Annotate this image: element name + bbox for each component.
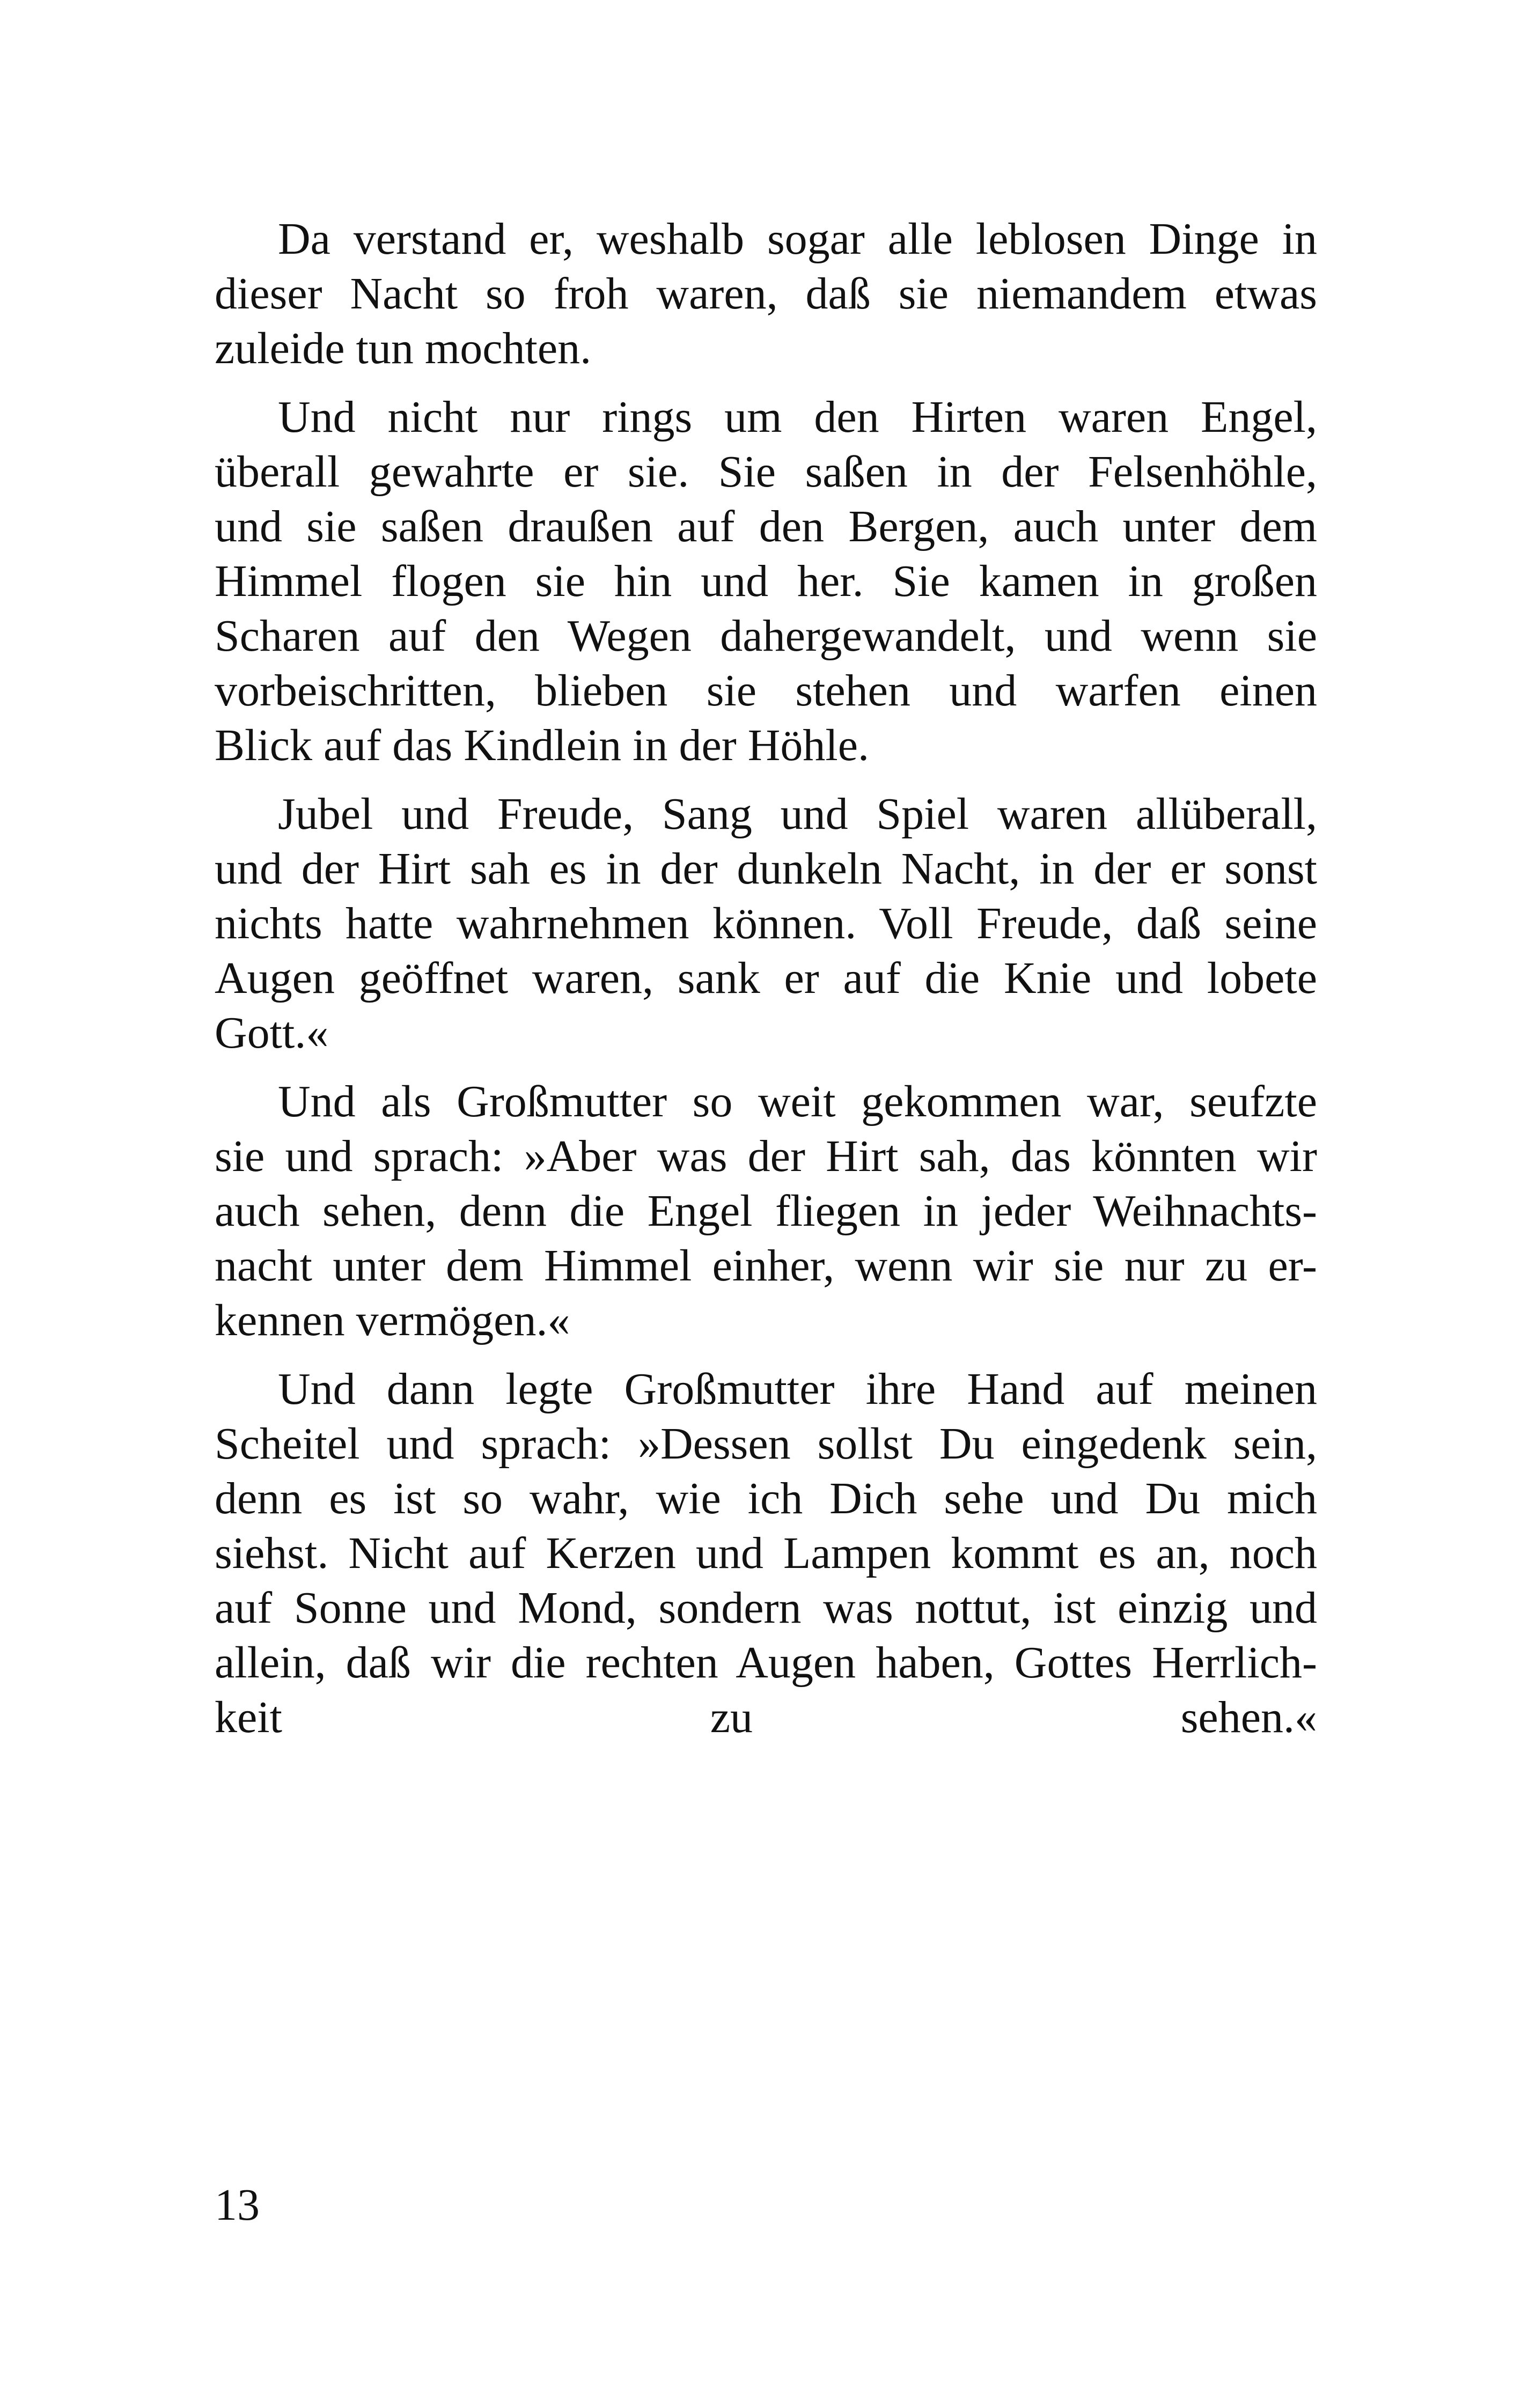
text-line: Himmel flogen sie hin und her. Sie kamen in großen — [215, 556, 1317, 606]
text-line: nichts hatte wahrnehmen können. Voll Freude, daß seine — [215, 899, 1317, 948]
text-line: und sie saßen draußen auf den Bergen, auch unter dem — [215, 502, 1317, 551]
text-line: allein, daß wir die rechten Augen haben, Gottes Herrlich- — [215, 1638, 1317, 1688]
text-line: siehst. Nicht auf Kerzen und Lampen kommt es an, noch — [215, 1528, 1317, 1578]
text-line: Scharen auf den Wegen dahergewandelt, und wenn sie — [215, 611, 1317, 661]
text-line: kennen vermögen.« — [215, 1295, 570, 1345]
text-line: keit zu sehen.« — [215, 1692, 1317, 1742]
paragraph-1 — [215, 212, 1317, 376]
text-line: Augen geöffnet waren, sank er auf die Knie und lobete — [215, 953, 1317, 1003]
text-line: Jubel und Freude, Sang und Spiel waren allüberall, — [278, 789, 1317, 839]
text-line: nacht unter dem Himmel einher, wenn wir sie nur zu er- — [215, 1241, 1317, 1291]
text-line: Scheitel und sprach: »Dessen sollst Du eingedenk sein, — [215, 1419, 1317, 1469]
text-line: Blick auf das Kindlein in der Höhle. — [215, 720, 870, 770]
text-line: auch sehen, denn die Engel fliegen in jeder Weihnachts- — [215, 1186, 1317, 1236]
page-number: 13 — [215, 2180, 260, 2230]
text-line: sie und sprach: »Aber was der Hirt sah, das könnten wir — [215, 1131, 1317, 1181]
page-body-text — [215, 212, 1317, 1745]
text-line: denn es ist so wahr, wie ich Dich sehe und Du mich — [215, 1474, 1317, 1523]
text-line: Und als Großmutter so weit gekommen war, seufzte — [278, 1077, 1317, 1126]
text-line: Gott.« — [215, 1008, 329, 1058]
paragraph-3 — [215, 787, 1317, 1061]
paragraph-5 — [215, 1362, 1317, 1745]
text-line: Da verstand er, weshalb sogar alle leblosen Dinge in — [278, 214, 1317, 264]
text-line: Und dann legte Großmutter ihre Hand auf meinen — [278, 1364, 1317, 1414]
paragraph-2 — [215, 390, 1317, 773]
text-line: zuleide tun mochten. — [215, 323, 592, 373]
text-line: auf Sonne und Mond, sondern was nottut, ist einzig und — [215, 1583, 1317, 1633]
text-line: vorbeischritten, blieben sie stehen und warfen einen — [215, 666, 1317, 716]
text-line: und der Hirt sah es in der dunkeln Nacht, in der er sonst — [215, 844, 1317, 894]
paragraph-4 — [215, 1074, 1317, 1348]
text-line: dieser Nacht so froh waren, daß sie niemandem etwas — [215, 269, 1317, 319]
text-line: überall gewahrte er sie. Sie saßen in der Felsenhöhle, — [215, 447, 1317, 497]
text-line: Und nicht nur rings um den Hirten waren Engel, — [278, 392, 1317, 442]
